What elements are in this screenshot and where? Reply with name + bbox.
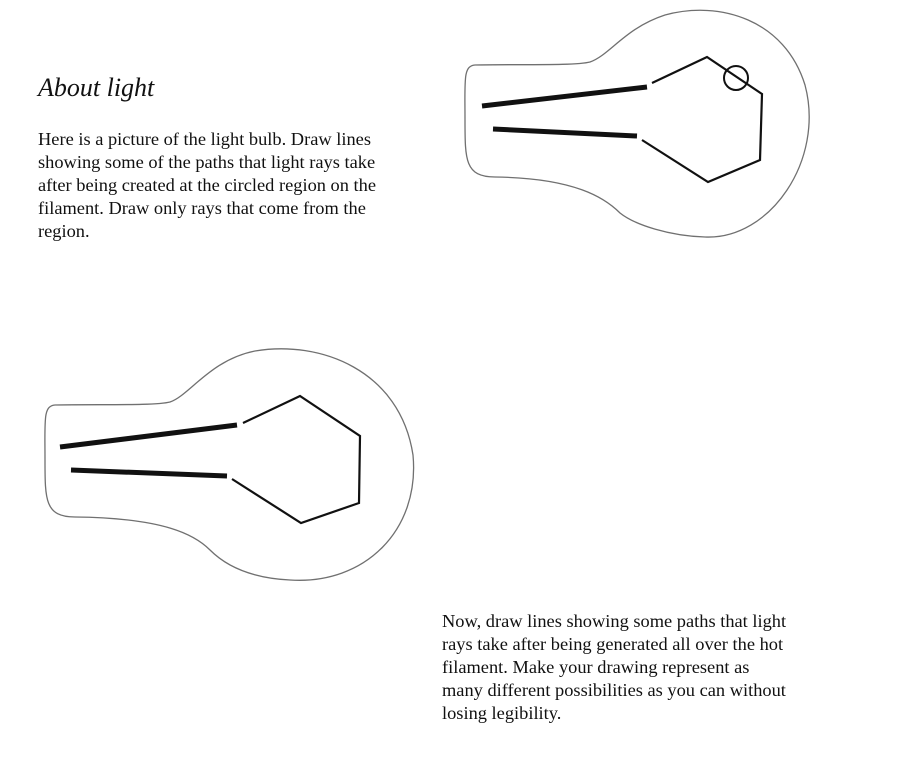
bulb-outline	[45, 349, 414, 580]
instruction-line: Here is a picture of the light bulb. Draw lines	[38, 129, 371, 149]
filament-lead-lower	[71, 470, 227, 476]
filament-coil	[642, 57, 762, 182]
page-heading: About light	[38, 73, 155, 102]
instructions-circled-region	[38, 128, 376, 243]
light-bulb-drawing-with-circled-region[interactable]	[455, 0, 825, 245]
instruction-line: Now, draw lines showing some paths that light	[442, 611, 787, 631]
filament-lead-upper	[482, 87, 647, 106]
instruction-line: rays take after being generated all over the hot	[442, 634, 784, 654]
filament-lead-upper	[60, 425, 237, 447]
light-bulb-drawing-blank[interactable]	[35, 340, 425, 590]
instruction-line: losing legibility.	[442, 703, 562, 723]
filament-coil	[232, 396, 360, 523]
instruction-line: showing some of the paths that light rays take	[38, 152, 376, 172]
instruction-line: filament. Draw only rays that come from the	[38, 198, 366, 218]
bulb-outline	[465, 10, 809, 237]
circled-region-marker	[724, 66, 748, 90]
instruction-line: after being created at the circled region on the	[38, 175, 377, 195]
instruction-line: filament. Make your drawing represent as	[442, 657, 750, 677]
instruction-line: region.	[38, 221, 90, 241]
instruction-line: many different possibilities as you can without	[442, 680, 786, 700]
instructions-whole-filament	[442, 610, 786, 725]
filament-lead-lower	[493, 129, 637, 136]
